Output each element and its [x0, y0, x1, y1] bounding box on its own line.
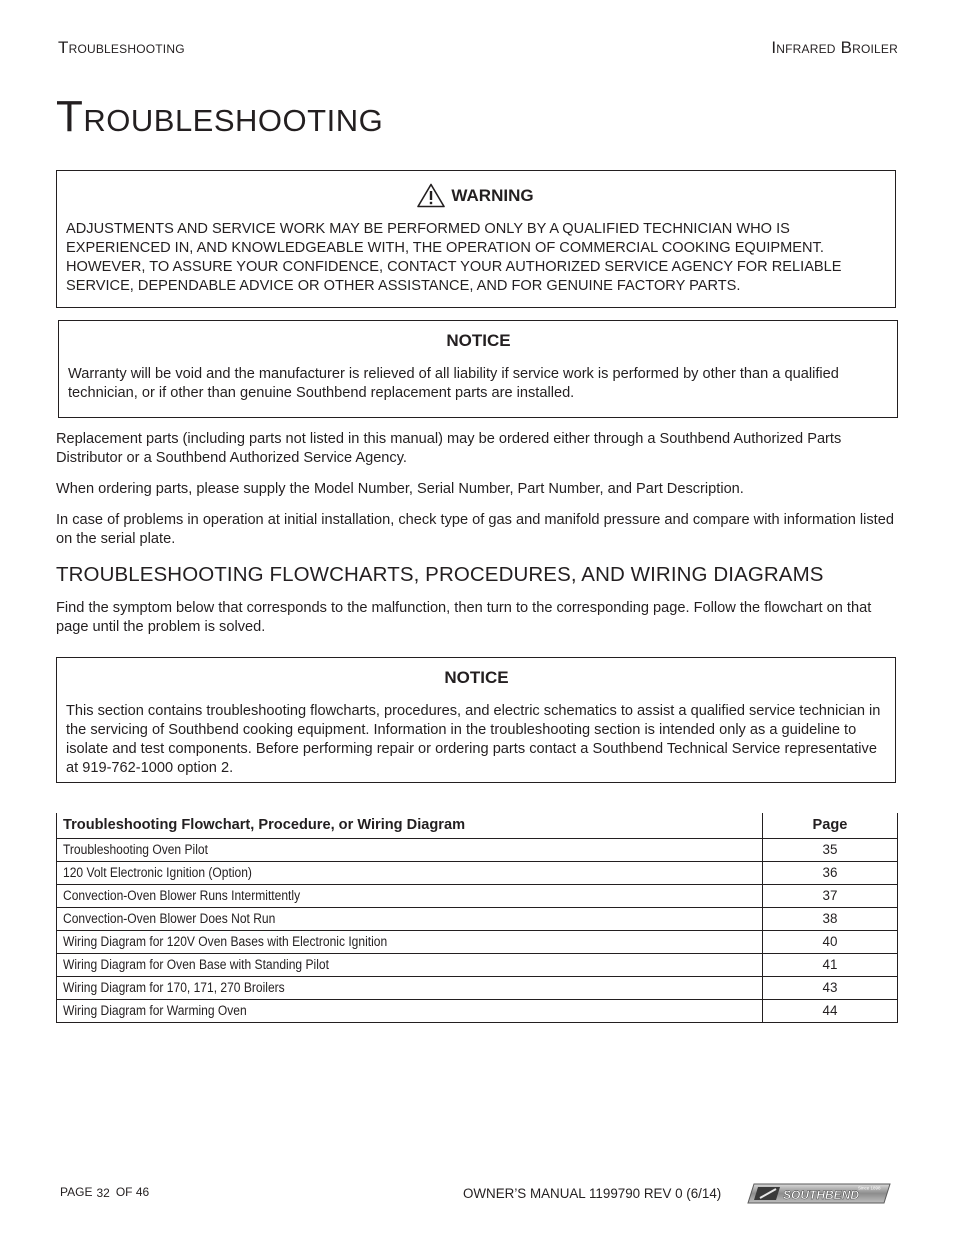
footer-manual-id: OWNER’S MANUAL 1199790 REV 0 (6/14) [463, 1186, 722, 1201]
table-header-row [57, 813, 898, 838]
table-row [57, 999, 898, 1022]
table-row [57, 838, 898, 861]
warning-heading: WARNING [451, 185, 534, 205]
table-cell-page: 41 [763, 953, 898, 976]
table-row [57, 861, 898, 884]
page-title: Troubleshooting [56, 92, 384, 141]
footer-page-current: 32 [96, 1186, 110, 1200]
warning-heading-row [66, 183, 885, 208]
running-header-section: Troubleshooting [58, 38, 185, 57]
table-cell-page: 36 [763, 861, 898, 884]
table-cell-topic [57, 907, 763, 930]
warning-box [56, 170, 896, 308]
paragraph-initial-installation: In case of problems in operation at initial installation, check type of gas and manifold pressure and compare with information listed on the serial plate. [56, 512, 894, 547]
notice-section-text: This section contains troubleshooting flowcharts, procedures, and electric schematics to assist a qualified service technician in the servicing of Southbend cooking equipment. Information in the troubleshooting section is intended only as a guideline to isolate and test components. Before performing repair or ordering parts contact a Southbend Technical Service representative at 919-762-1000 option 2. [66, 703, 881, 776]
paragraph-ordering-parts: When ordering parts, please supply the Model Number, Serial Number, Part Number, and Part Description. [56, 481, 744, 497]
section-intro: Find the symptom below that corresponds to the malfunction, then turn to the corresponding page. Follow the flowchart on that page until the problem is solved. [56, 600, 872, 635]
notice-section-heading: NOTICE [444, 668, 509, 687]
table-cell-page: 40 [763, 930, 898, 953]
table-header-page: Page [763, 813, 898, 838]
notice-section-box [56, 657, 896, 783]
table-row [57, 976, 898, 999]
logo-since: Since 1898 [858, 1185, 881, 1191]
row-label: Wiring Diagram for 170, 171, 270 Broilers [63, 980, 285, 995]
footer-page-suffix: OF 46 [115, 1185, 150, 1199]
notice-warranty-heading: NOTICE [446, 331, 511, 350]
row-label: Troubleshooting Oven Pilot [63, 842, 208, 857]
southbend-logo [746, 1183, 892, 1204]
warning-triangle-icon [417, 183, 445, 208]
table-cell-topic [57, 999, 763, 1022]
table-row [57, 953, 898, 976]
row-label: 120 Volt Electronic Ignition (Option) [63, 865, 252, 880]
paragraph-replacement-parts: Replacement parts (including parts not listed in this manual) may be ordered either through a Southbend Authorized Parts Distributor or a Southbend Authorized Service Agency. [56, 431, 842, 466]
table-row [57, 907, 898, 930]
footer-page-prefix: PAGE [60, 1185, 93, 1199]
table-row [57, 884, 898, 907]
table-cell-page: 35 [763, 838, 898, 861]
warning-text: ADJUSTMENTS AND SERVICE WORK MAY BE PERFORMED ONLY BY A QUALIFIED TECHNICIAN WHO IS EXPERIENCED IN, AND KNOWLEDGEABLE WITH, THE OPERATION OF COMMERCIAL COOKING EQUIPMENT. HOWEVER, TO ASSURE YOUR CONFIDENCE, CONTACT YOUR AUTHORIZED SERVICE AGENCY FOR RELIABLE SERVICE, DEPENDABLE ADVICE OR OTHER ASSISTANCE, AND FOR GENUINE FACTORY PARTS. [66, 221, 842, 294]
table-cell-page: 43 [763, 976, 898, 999]
troubleshooting-index-table [56, 813, 898, 1023]
table-cell-topic [57, 953, 763, 976]
table-cell-page: 44 [763, 999, 898, 1022]
section-heading: TROUBLESHOOTING FLOWCHARTS, PROCEDURES, AND WIRING DIAGRAMS [56, 563, 824, 586]
logo-wordmark: SOUTHBEND [783, 1188, 860, 1202]
row-label: Convection-Oven Blower Does Not Run [63, 911, 276, 926]
notice-warranty-box [58, 320, 898, 418]
table-cell-topic [57, 838, 763, 861]
table-row [57, 930, 898, 953]
row-label: Wiring Diagram for Warming Oven [63, 1003, 247, 1018]
notice-warranty-text: Warranty will be void and the manufacturer is relieved of all liability if service work is performed by other than a qualified technician, or if other than genuine Southbend replacement parts are installed. [68, 366, 839, 401]
footer-page-number [60, 1185, 149, 1199]
table-cell-topic [57, 861, 763, 884]
row-label: Wiring Diagram for 120V Oven Bases with Electronic Ignition [63, 934, 388, 949]
row-label: Wiring Diagram for Oven Base with Standing Pilot [63, 957, 329, 972]
table-cell-topic [57, 930, 763, 953]
table-header-topic: Troubleshooting Flowchart, Procedure, or Wiring Diagram [57, 813, 763, 838]
table-cell-topic [57, 976, 763, 999]
row-label: Convection-Oven Blower Runs Intermittently [63, 888, 301, 903]
running-header-product: Infrared Broiler [771, 38, 898, 57]
table-cell-page: 37 [763, 884, 898, 907]
table-cell-page: 38 [763, 907, 898, 930]
table-cell-topic [57, 884, 763, 907]
